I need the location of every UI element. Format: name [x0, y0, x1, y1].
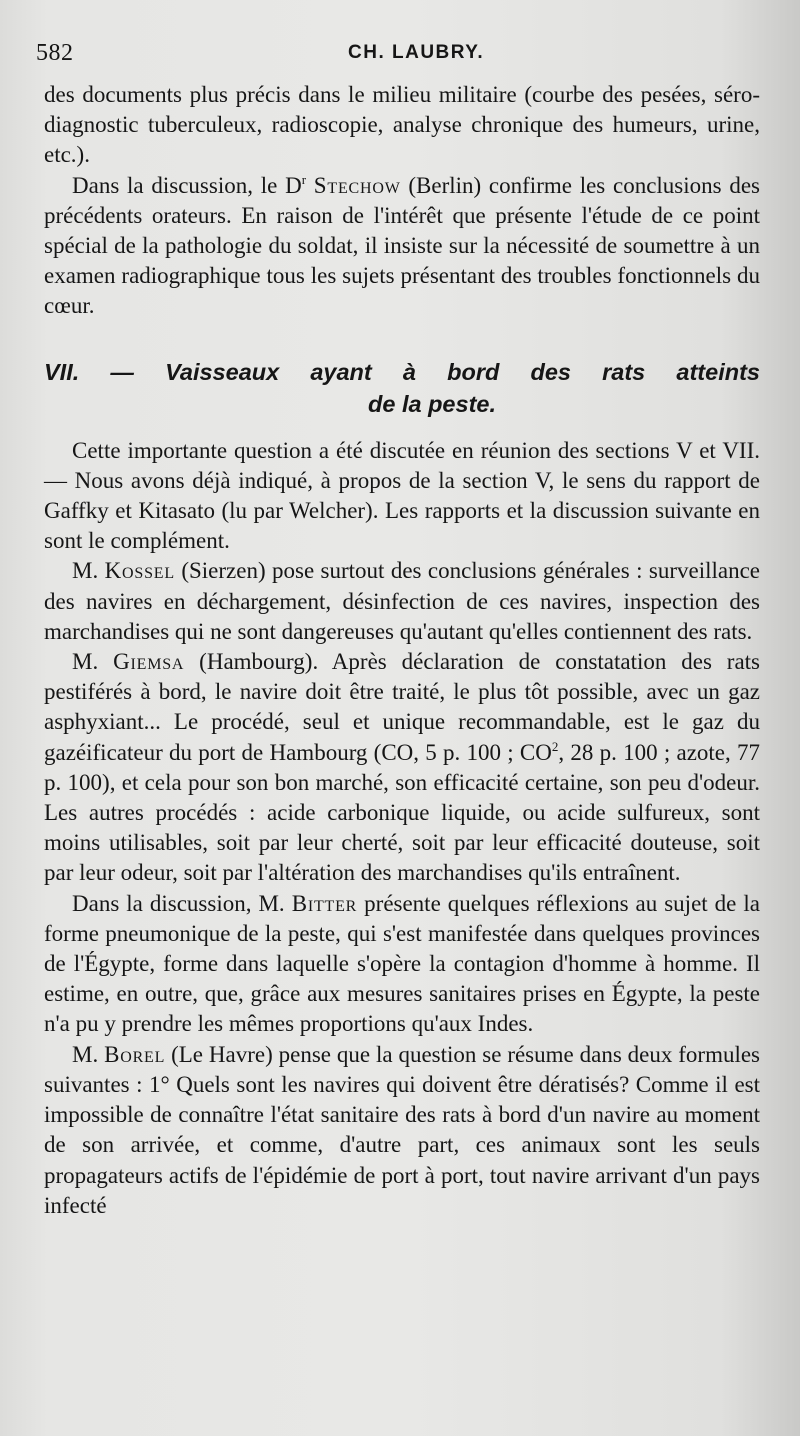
paragraph-6-text-b: présente quelques réflexions au sujet de la forme pneumonique de la peste, qui s'est manifestée dans quelques provinces de l'Égypte, forme dans laquelle s'opère la contagion d'homme à homme. Il estime, en outre, que, grâce aux mesures sanitaires prises en Égypte, la peste n'a pu y prendre les mêmes proportions qu'aux Indes. [44, 890, 760, 1037]
paragraph-4-text-b: (Sierzen) pose surtout des conclusions générales : surveillance des navires en déchargement, désinfection de ces navires, inspection des marchandises qui ne sont dangereuses qu'autant qu'elles contiennent des rats. [44, 558, 761, 644]
paragraph-6 [44, 889, 760, 1040]
superscript: 2 [551, 738, 559, 754]
section-heading-line-1: VII. — Vaisseaux ayant à bord des rats atteints [44, 358, 760, 385]
paragraph-5-text-c: , 28 p. 100 ; azote, 77 p. 100), et cela pour son bon marché, son efficacité certaine, son peu d'odeur. Les autres procédés : acide carbonique liquide, ou acide sulfureux, sont moins utilisables, soit par leur cherté, soit par leur efficacité douteuse, soit par leur odeur, soit par l'altération des marchandises qu'ils entraînent. [44, 739, 761, 886]
paragraph-7-text-a: M. [72, 1041, 105, 1067]
paragraph-5-text-a: M. [72, 649, 114, 675]
paragraph-4 [44, 556, 760, 647]
running-head: CH. LAUBRY. [348, 42, 485, 63]
paragraph-3: Cette importante question a été discutée en réunion des sections V et VII. — Nous avons déjà indiqué, à propos de la section V, le sens du rapport de Gaffky et Kitasato (lu par Welcher). Les rapports et la discussion suivante en sont le complément. [44, 437, 760, 554]
paragraph-6-text-a: Dans la discussion, M. [72, 890, 292, 916]
section-heading-line-2: de la peste. [368, 390, 496, 417]
body-text [44, 80, 760, 1221]
paragraph-1: des documents plus précis dans le milieu militaire (courbe des pesées, séro-diagnostic tuberculeux, radioscopie, analyse chronique des humeurs, urine, etc.). [44, 82, 760, 168]
paragraph-5-text-b: (Hambourg). Après déclaration de constatation des rats pestiférés à bord, le navire doit être traité, le plus tôt possible, avec un gaz asphyxiant... Le procédé, seul et unique recommandable, est le gaz du gazéificateur du port de Hambourg (CO, 5 p. 100 ; CO [44, 649, 761, 765]
paragraph-5 [44, 647, 760, 889]
paragraph-2-text-b: (Berlin) confirme les conclusions des précédents orateurs. En raison de l'intérêt que présente l'étude de ce point spécial de la pathologie du soldat, il insiste sur la nécessité de soumettre à un examen radiographique tous les sujets présentant des troubles fonctionnels du cœur. [44, 172, 761, 319]
author-name: Borel [104, 1041, 166, 1067]
paragraph-4-text-a: M. [72, 558, 105, 584]
author-name: Giemsa [113, 649, 185, 675]
superscript: r [301, 171, 307, 187]
author-name: Kossel [104, 558, 175, 584]
paragraph-7-text-b: (Le Havre) pense que la question se résume dans deux formules suivantes : 1° Quels sont les navires qui doivent être dératisés? Comme il est impossible de connaître l'état sanitaire des rats à bord d'un navire au moment de son arrivée, et comme, d'autre part, ces animaux sont les seuls propagateurs actifs de l'épidémie de port à port, tout navire arrivant d'un pays infecté [44, 1041, 761, 1218]
page-number: 582 [36, 40, 74, 66]
paragraph-2 [44, 171, 760, 322]
page-header [36, 36, 764, 76]
paragraph-7 [44, 1040, 760, 1221]
author-name: Bitter [291, 890, 358, 916]
author-name: Stechow [313, 172, 401, 198]
section-heading [44, 356, 760, 420]
paragraph-2-text-a: Dans la discussion, le D [72, 172, 302, 198]
